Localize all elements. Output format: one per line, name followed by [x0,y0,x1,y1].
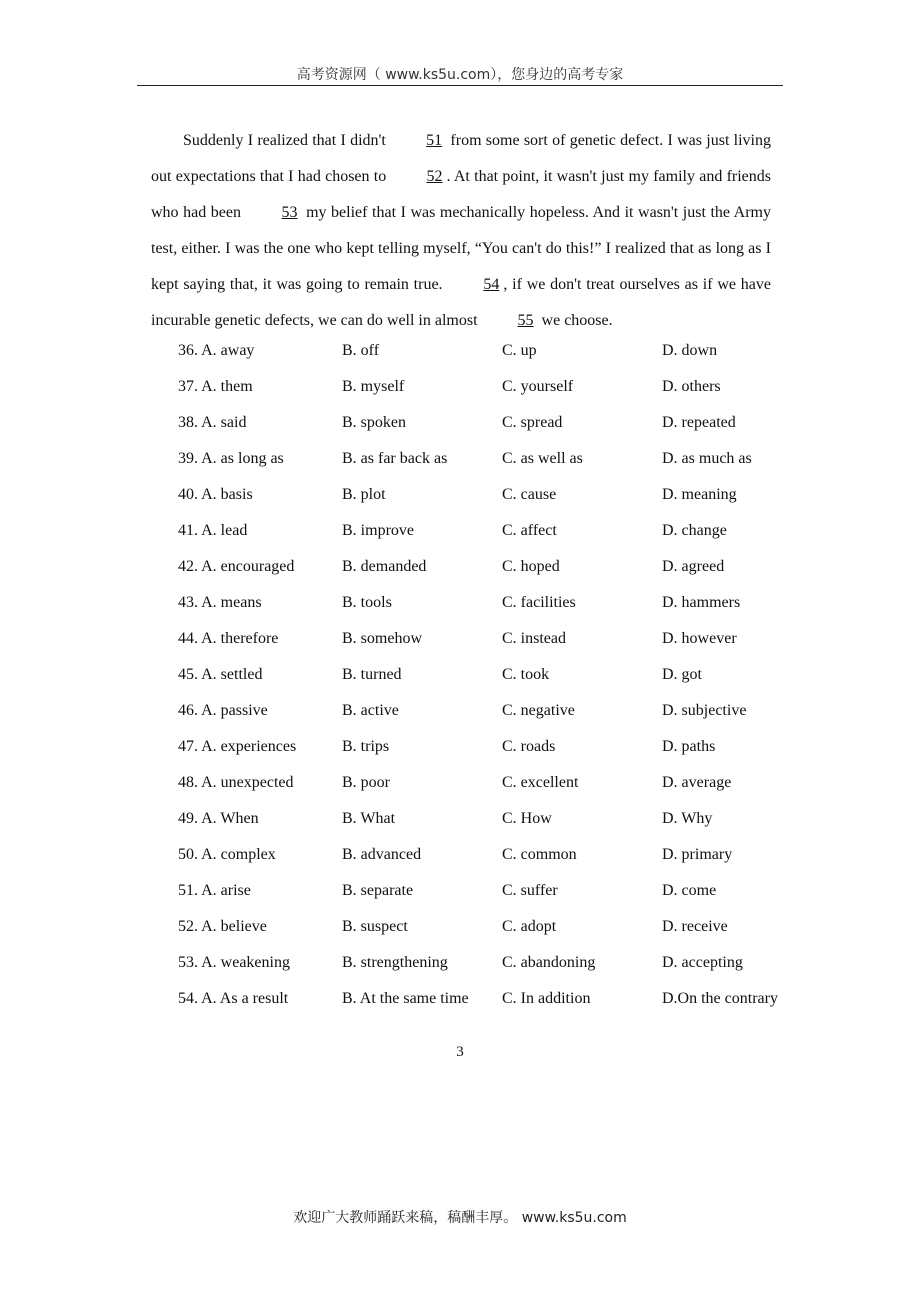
option-d: D. repeated [662,414,736,431]
question-row [178,698,778,734]
option-c: C. yourself [502,378,574,395]
option-d: D. meaning [662,486,737,503]
option-d: D. hammers [662,594,741,611]
option-d: D. Why [662,810,713,827]
option-d: D. however [662,630,737,647]
option-a: 51. A. arise [178,882,251,899]
option-d: D. subjective [662,702,747,719]
option-c: C. took [502,666,550,683]
option-a: 53. A. weakening [178,954,290,971]
blank-55: 55 [517,312,534,329]
passage [151,123,771,339]
option-c: C. instead [502,630,566,647]
question-row [178,806,778,842]
option-b: B. plot [342,486,386,503]
option-c: C. spread [502,414,563,431]
option-d: D. as much as [662,450,752,467]
question-row [178,554,778,590]
passage-text: , if we don't treat ourselves as if we have incurable genetic defects, we can do well in almost [151,276,771,329]
option-a: 37. A. them [178,378,253,395]
option-b: B. advanced [342,846,422,863]
option-a: 44. A. therefore [178,630,279,647]
blank-52: 52 [426,168,443,185]
blank-51: 51 [426,132,443,149]
option-c: C. abandoning [502,954,596,971]
option-a: 40. A. basis [178,486,253,503]
option-b: B. What [342,810,396,827]
question-row [178,518,778,554]
option-a: 48. A. unexpected [178,774,294,791]
option-c: C. up [502,342,537,359]
question-row [178,446,778,482]
question-row [178,590,778,626]
page-number: 3 [456,1044,464,1060]
option-c: C. cause [502,486,557,503]
option-a: 50. A. complex [178,846,276,863]
option-a: 46. A. passive [178,702,268,719]
option-c: C. In addition [502,990,591,1007]
option-a: 43. A. means [178,594,262,611]
passage-text: we choose. [537,312,613,329]
passage-text: . At that point, it wasn't just my family and friends who had been [151,168,771,221]
option-b: B. poor [342,774,390,791]
question-row [178,878,778,914]
option-b: B. separate [342,882,414,899]
option-c: C. How [502,810,552,827]
passage-text: from some sort of genetic defect. I was just living out expectations that I had chosen to [151,132,772,185]
option-a: 38. A. said [178,414,247,431]
option-b: B. off [342,342,380,359]
option-a: 41. A. lead [178,522,248,539]
option-b: B. strengthening [342,954,448,971]
option-b: B. active [342,702,399,719]
option-a: 42. A. encouraged [178,558,295,575]
option-b: B. tools [342,594,392,611]
blank-53: 53 [281,204,298,221]
option-c: C. hoped [502,558,560,575]
question-row [178,842,778,878]
passage-text: Suddenly I realized that I didn't [183,132,391,149]
page-header: 高考资源网（ www.ks5u.com），您身边的高考专家 [296,67,624,83]
option-d: D. agreed [662,558,725,575]
question-row [178,734,778,770]
option-c: C. roads [502,738,556,755]
option-d: D.On the contrary [662,990,778,1007]
option-a: 36. A. away [178,342,255,359]
option-c: C. affect [502,522,557,539]
question-row [178,986,778,1022]
question-row [178,662,778,698]
option-d: D. come [662,882,717,899]
option-b: B. as far back as [342,450,448,467]
option-a: 39. A. as long as [178,450,284,467]
option-c: C. negative [502,702,575,719]
question-row [178,410,778,446]
option-d: D. others [662,378,721,395]
option-c: C. adopt [502,918,557,935]
option-c: C. facilities [502,594,576,611]
question-row [178,482,778,518]
option-d: D. change [662,522,727,539]
answer-options [178,338,778,1022]
question-row [178,950,778,986]
option-d: D. down [662,342,718,359]
option-c: C. as well as [502,450,583,467]
option-d: D. primary [662,846,733,863]
question-row [178,914,778,950]
option-c: C. common [502,846,577,863]
option-b: B. demanded [342,558,427,575]
question-row [178,338,778,374]
passage-text: my belief that I was mechanically hopeless. And it wasn't just the Army test, either. I was the one who kept telling myself, “You can't do this!” I realized that as long as I kept saying that, it was going to remain true. [151,204,772,293]
option-d: D. got [662,666,702,683]
option-b: B. turned [342,666,402,683]
question-row [178,770,778,806]
option-a: 49. A. When [178,810,259,827]
option-d: D. receive [662,918,728,935]
page-footer: 欢迎广大教师踊跃来稿，稿酬丰厚。 www.ks5u.com [293,1210,627,1226]
option-b: B. somehow [342,630,422,647]
option-d: D. accepting [662,954,743,971]
option-b: B. trips [342,738,390,755]
question-row [178,374,778,410]
option-b: B. At the same time [342,990,469,1007]
passage-paragraph [151,123,771,339]
option-a: 54. A. As a result [178,990,289,1007]
blank-54: 54 [483,276,500,293]
option-a: 45. A. settled [178,666,263,683]
option-b: B. improve [342,522,414,539]
option-c: C. suffer [502,882,558,899]
header-rule [137,85,783,86]
option-c: C. excellent [502,774,579,791]
option-d: D. average [662,774,732,791]
question-row [178,626,778,662]
option-b: B. suspect [342,918,408,935]
option-a: 52. A. believe [178,918,267,935]
option-d: D. paths [662,738,716,755]
option-a: 47. A. experiences [178,738,297,755]
option-b: B. spoken [342,414,406,431]
option-b: B. myself [342,378,405,395]
